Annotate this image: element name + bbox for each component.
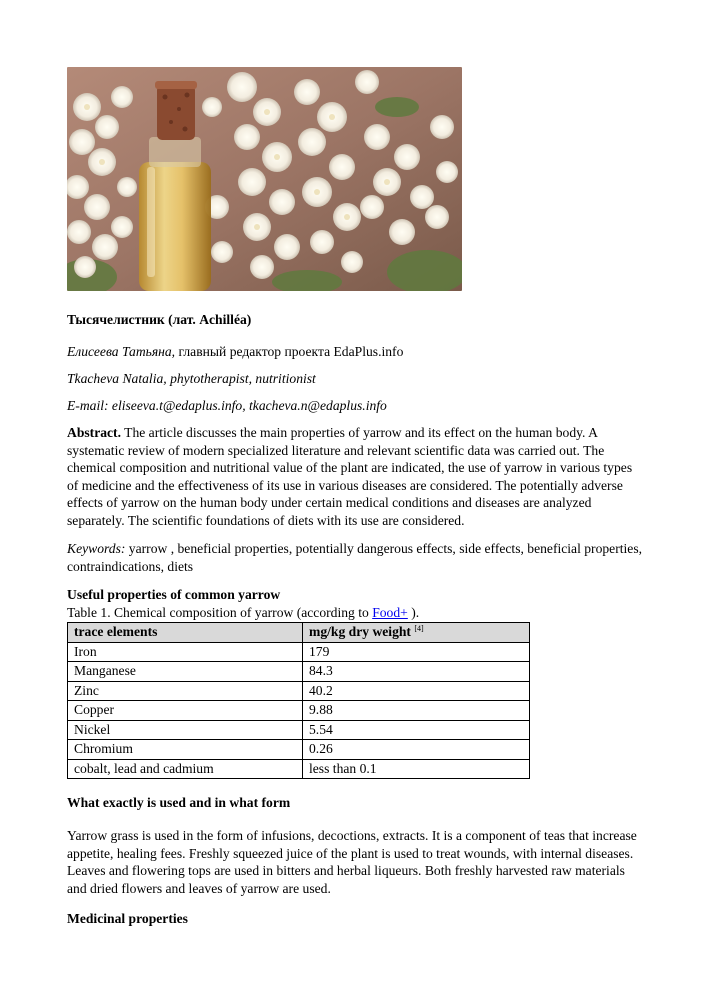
element-cell: Iron [68, 642, 303, 662]
table-row [68, 662, 530, 682]
reference-4: [4] [414, 624, 424, 634]
food-plus-link[interactable]: Food+ [372, 605, 408, 620]
element-cell: Copper [68, 701, 303, 721]
value-cell: 40.2 [303, 681, 530, 701]
value-cell: 84.3 [303, 662, 530, 682]
usage-paragraph: Yarrow grass is used in the form of infusions, decoctions, extracts. It is a component of teas that increase appetite, healing fees. Freshly squeezed juice of the plant is used to treat wounds, with internal diseases. Leaves and flowering tops are used in bitters and herbal liqueurs. Both freshly harvested raw materials and dried flowers and leaves of yarrow are used. [67, 828, 637, 896]
element-cell: Manganese [68, 662, 303, 682]
caption-text: Table 1. Chemical composition of yarrow (according to [67, 605, 373, 620]
column-header-weight [303, 623, 530, 643]
usage-heading: What exactly is used and in what form [67, 795, 291, 810]
table-caption [67, 604, 642, 622]
element-cell: cobalt, lead and cadmium [68, 759, 303, 779]
author-ru [67, 343, 642, 361]
yarrow-photo [67, 67, 462, 291]
table-row [68, 759, 530, 779]
caption-end: ). [407, 605, 420, 620]
value-cell: 9.88 [303, 701, 530, 721]
element-cell: Chromium [68, 740, 303, 760]
medicinal-heading: Medicinal properties [67, 911, 188, 926]
abstract-label: Abstract. [67, 425, 121, 440]
table-header-row [68, 623, 530, 643]
abstract-text: The article discusses the main properties of yarrow and its effect on the human body. A systematic review of modern specialized literature and relevant scientific data was carried out. The chemical composition and nutritional value of the plant are indicated, the use of yarrow in various types of medicine and the effectiveness of its use in various diseases are considered. The potentially adverse effects of yarrow on the human body under certain medical conditions and diseases are analyzed separately. The scientific foundations of diets with its use are considered. [67, 425, 633, 528]
author-ru-role: главный редактор проекта EdaPlus.info [175, 344, 404, 359]
element-cell: Nickel [68, 720, 303, 740]
table-row [68, 720, 530, 740]
value-cell: 0.26 [303, 740, 530, 760]
column-header-elements: trace elements [68, 623, 303, 643]
email-line: E-mail: eliseeva.t@edaplus.info, tkacheva.n@edaplus.info [67, 398, 387, 413]
column-header-weight-label: mg/kg dry weight [309, 624, 411, 640]
author-en: Tkacheva Natalia, phytotherapist, nutritionist [67, 371, 316, 386]
table-row [68, 701, 530, 721]
value-cell: less than 0.1 [303, 759, 530, 779]
element-cell: Zinc [68, 681, 303, 701]
keywords [67, 540, 642, 575]
table-row [68, 740, 530, 760]
table-row [68, 681, 530, 701]
keywords-text: yarrow , beneficial properties, potentially dangerous effects, side effects, beneficial properties, contraindications, diets [67, 541, 643, 574]
abstract [67, 424, 642, 529]
useful-heading: Useful properties of common yarrow [67, 587, 281, 602]
article-title: Тысячелистник (лат. Achilléa) [67, 312, 252, 327]
chemical-composition-table [67, 622, 530, 779]
keywords-label: Keywords: [67, 541, 126, 556]
value-cell: 5.54 [303, 720, 530, 740]
author-ru-name: Елисеева Татьяна, [67, 344, 176, 359]
table-row [68, 642, 530, 662]
value-cell: 179 [303, 642, 530, 662]
